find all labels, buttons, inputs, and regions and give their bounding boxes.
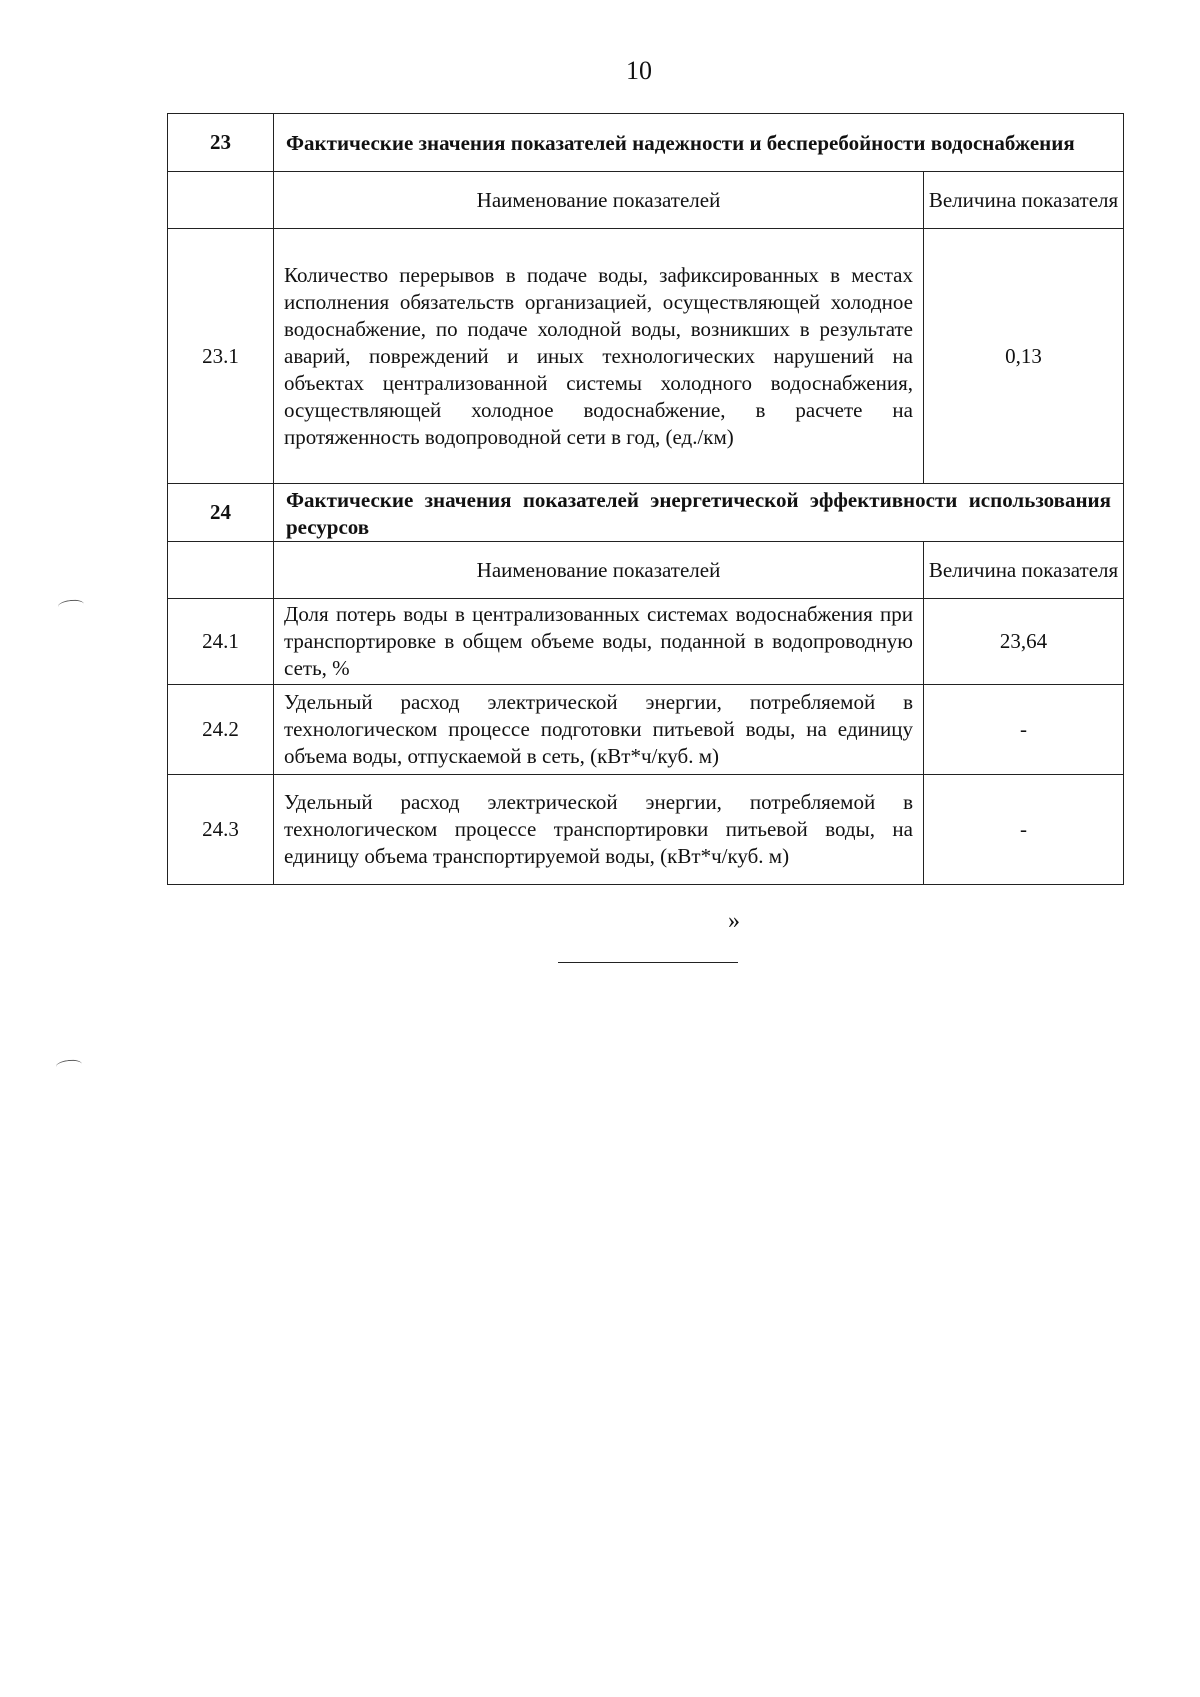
header-number-cell xyxy=(168,542,274,599)
section-number: 23 xyxy=(168,114,274,172)
row-number: 24.2 xyxy=(168,685,274,775)
row-name: Удельный расход электрической энергии, потребляемой в технологическом процессе транспортировки питьевой воды, на единицу объема транспортируемой воды, (кВт*ч/куб. м) xyxy=(274,775,924,885)
section-number: 24 xyxy=(168,484,274,542)
row-name: Удельный расход электрической энергии, потребляемой в технологическом процессе подготовки питьевой воды, на единицу объема воды, отпускаемой в сеть, (кВт*ч/куб. м) xyxy=(274,685,924,775)
header-name: Наименование показателей xyxy=(274,542,924,599)
table-row xyxy=(168,599,1124,685)
indicators-table xyxy=(167,113,1124,885)
scan-mark xyxy=(57,599,84,613)
header-name: Наименование показателей xyxy=(274,172,924,229)
header-value: Величина показателя xyxy=(924,172,1124,229)
row-number: 23.1 xyxy=(168,229,274,484)
row-value: 0,13 xyxy=(924,229,1124,484)
row-value: 23,64 xyxy=(924,599,1124,685)
row-name: Количество перерывов в подаче воды, зафиксированных в местах исполнения обязательств организацией, осуществляющей холодное водоснабжение, по подаче холодной воды, возникших в результате аварий, повреждений и иных технологических нарушений на объектах централизованной системы холодного водоснабжения, осуществляющей холодное водоснабжение, в расчете на протяженность водопроводной сети в год, (ед./км) xyxy=(274,229,924,484)
header-number-cell xyxy=(168,172,274,229)
header-value: Величина показателя xyxy=(924,542,1124,599)
row-value: - xyxy=(924,775,1124,885)
scan-mark xyxy=(55,1059,82,1073)
section-title: Фактические значения показателей энергетической эффективности использования ресурсов xyxy=(274,484,1124,542)
row-number: 24.3 xyxy=(168,775,274,885)
row-number: 24.1 xyxy=(168,599,274,685)
closing-rule xyxy=(558,962,738,963)
column-header-row xyxy=(168,172,1124,229)
section-row-24 xyxy=(168,484,1124,542)
page-number: 10 xyxy=(626,56,652,85)
column-header-row xyxy=(168,542,1124,599)
table-row xyxy=(168,775,1124,885)
row-name: Доля потерь воды в централизованных системах водоснабжения при транспортировке в общем объеме воды, поданной в водопроводную сеть, % xyxy=(274,599,924,685)
row-value: - xyxy=(924,685,1124,775)
table-row xyxy=(168,685,1124,775)
closing-quote: » xyxy=(728,908,740,934)
section-title: Фактические значения показателей надежности и бесперебойности водоснабжения xyxy=(274,114,1124,172)
table-row xyxy=(168,229,1124,484)
section-row-23 xyxy=(168,114,1124,172)
